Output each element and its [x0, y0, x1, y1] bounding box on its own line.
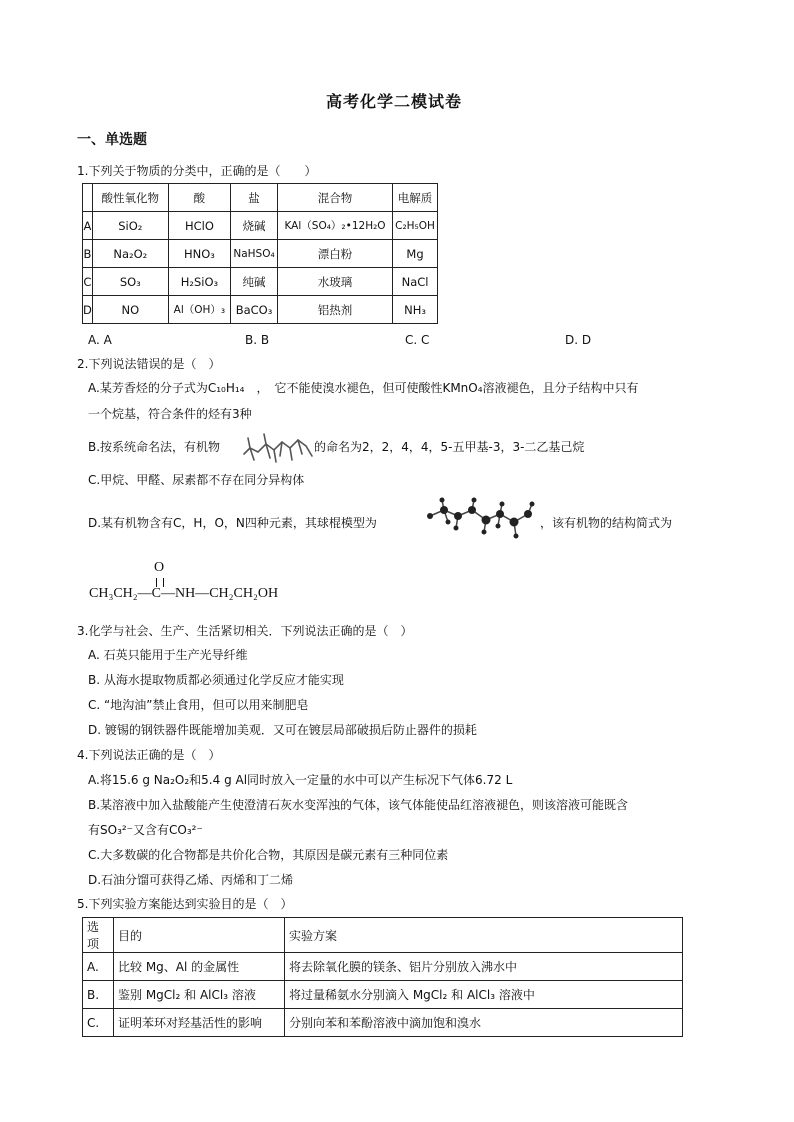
table-header-row — [83, 918, 683, 953]
page-title: 高考化学二模试卷 — [326, 92, 463, 111]
table-cell: 鉴别 MgCl₂ 和 AlCl₃ 溶液 — [114, 981, 285, 1009]
table-cell: NaCl — [393, 268, 438, 296]
header-cell: 电解质 — [393, 184, 438, 212]
table-cell: Na₂O₂ — [92, 240, 168, 268]
table-row — [83, 1009, 683, 1037]
header-cell: 实验方案 — [285, 918, 683, 953]
table-cell: 证明苯环对羟基活性的影响 — [114, 1009, 285, 1037]
table-cell: 纯碱 — [231, 268, 278, 296]
header-cell: 盐 — [231, 184, 278, 212]
q1-table — [82, 183, 438, 324]
q4-option-a: A.将15.6 g Na₂O₂和5.4 g Al同时放入一定量的水中可以产生标况下气体6.72 L — [88, 773, 513, 787]
table-cell: 水玻璃 — [277, 268, 392, 296]
table-cell: SiO₂ — [92, 212, 168, 240]
q2-option-b-prefix: B.按系统命名法，有机物 — [88, 440, 221, 454]
structural-formula: CH₃CH₂—C—NH—CH₂CH₂OH — [89, 586, 279, 601]
q2-option-d-suffix: ，该有机物的结构简式为 — [540, 516, 673, 530]
table-cell: 将去除氧化膜的镁条、铝片分别放入沸水中 — [285, 953, 683, 981]
ball-and-stick-model-image — [424, 496, 536, 550]
header-cell: 目的 — [114, 918, 285, 953]
table-cell: D — [83, 296, 93, 324]
table-row — [83, 268, 438, 296]
table-row — [83, 240, 438, 268]
q4-option-d: D.石油分馏可获得乙烯、丙烯和丁二烯 — [88, 873, 294, 887]
formula-carbonyl-o: O — [154, 560, 165, 575]
table-cell: A — [83, 212, 93, 240]
q3-stem: 3.化学与社会、生产、生活紧切相关．下列说法正确的是（ ） — [77, 624, 413, 638]
table-cell: H₂SiO₃ — [168, 268, 230, 296]
table-header-row — [83, 184, 438, 212]
header-cell: 混合物 — [277, 184, 392, 212]
table-cell: HNO₃ — [168, 240, 230, 268]
q1-option-d: D. D — [565, 333, 592, 347]
header-cell: 酸 — [168, 184, 230, 212]
table-cell: 分别向苯和苯酚溶液中滴加饱和溴水 — [285, 1009, 683, 1037]
header-cell: 酸性氧化物 — [92, 184, 168, 212]
header-cell: 选项 — [83, 918, 114, 953]
q3-option-c: C. “地沟油”禁止食用，但可以用来制肥皂 — [88, 698, 309, 712]
q2-option-a-line1: A.某芳香烃的分子式为C₁₀H₁₄ ， 它不能使溴水褪色，但可使酸性KMnO₄溶液褪色，且分子结构中只有 — [88, 381, 639, 395]
q4-option-b-line2: 有SO₃²⁻又含有CO₃²⁻ — [88, 823, 203, 837]
q2-option-d-prefix: D.某有机物含有C，H，O，N四种元素，其球棍模型为 — [88, 516, 377, 530]
table-cell: 漂白粉 — [277, 240, 392, 268]
q4-stem: 4.下列说法正确的是（ ） — [77, 748, 221, 762]
table-row — [83, 296, 438, 324]
table-cell: 烧碱 — [231, 212, 278, 240]
q4-option-b-line1: B.某溶液中加入盐酸能产生使澄清石灰水变浑浊的气体，该气体能使品红溶液褪色，则该溶液可能既含 — [88, 798, 629, 812]
table-cell: Mg — [393, 240, 438, 268]
q2-option-a-line2: 一个烷基，符合条件的烃有3种 — [88, 407, 252, 421]
q3-option-a: A. 石英只能用于生产光导纤维 — [88, 648, 248, 662]
table-cell: C. — [83, 1009, 114, 1037]
table-row — [83, 212, 438, 240]
q5-stem: 5.下列实验方案能达到实验目的是（ ） — [77, 897, 293, 911]
q1-option-c: C. C — [405, 333, 430, 347]
table-row — [83, 981, 683, 1009]
table-cell: C₂H₅OH — [393, 212, 438, 240]
table-cell: 比较 Mg、Al 的金属性 — [114, 953, 285, 981]
q2-option-c: C.甲烷、甲醛、尿素都不存在同分异构体 — [88, 473, 305, 487]
q1-option-b: B. B — [245, 333, 270, 347]
table-cell: NH₃ — [393, 296, 438, 324]
q1-stem: 1.下列关于物质的分类中，正确的是（ ） — [77, 164, 317, 178]
table-row — [83, 953, 683, 981]
q2-stem: 2.下列说法错误的是（ ） — [77, 357, 221, 371]
q1-option-a: A. A — [88, 333, 112, 347]
table-cell: BaCO₃ — [231, 296, 278, 324]
table-cell: 将过量稀氨水分别滴入 MgCl₂ 和 AlCl₃ 溶液中 — [285, 981, 683, 1009]
q2-option-b-suffix: 的命名为2，2，4，4，5-五甲基-3，3-二乙基己烷 — [314, 440, 585, 454]
table-cell: B. — [83, 981, 114, 1009]
table-cell: HClO — [168, 212, 230, 240]
table-cell: KAl（SO₄）₂•12H₂O — [277, 212, 392, 240]
skeletal-structure-image — [240, 432, 314, 466]
table-cell: NO — [92, 296, 168, 324]
table-cell: A. — [83, 953, 114, 981]
table-cell: 铝热剂 — [277, 296, 392, 324]
q5-table — [82, 917, 683, 1037]
table-cell: B — [83, 240, 93, 268]
table-cell: NaHSO₄ — [231, 240, 278, 268]
section-heading: 一、单选题 — [77, 132, 147, 148]
q3-option-b: B. 从海水提取物质都必须通过化学反应才能实现 — [88, 673, 344, 687]
header-cell — [83, 184, 93, 212]
q3-option-d: D. 镀锡的钢铁器件既能增加美观．又可在镀层局部破损后防止器件的损耗 — [88, 723, 477, 737]
table-cell: SO₃ — [92, 268, 168, 296]
table-cell: Al（OH）₃ — [168, 296, 230, 324]
q4-option-c: C.大多数碳的化合物都是共价化合物，其原因是碳元素有三种同位素 — [88, 848, 449, 862]
table-cell: C — [83, 268, 93, 296]
